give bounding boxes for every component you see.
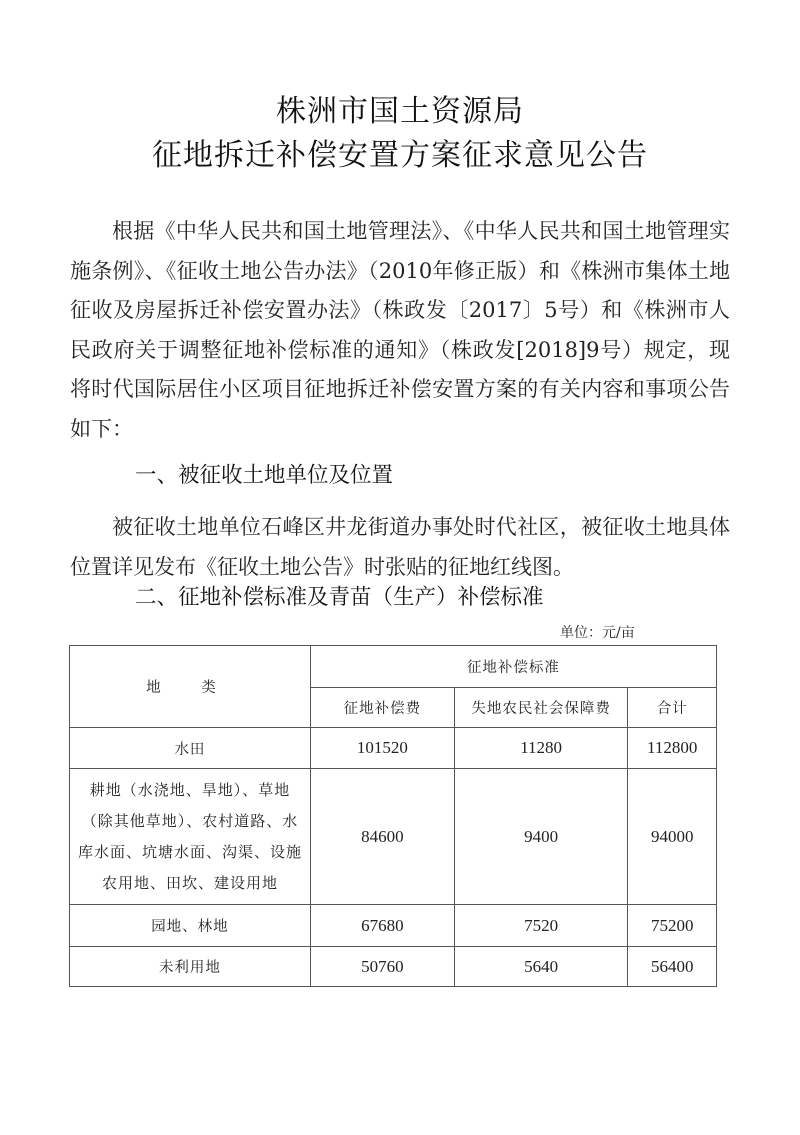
land-type-cell: 水田: [70, 728, 311, 769]
social-security-cell: 9400: [454, 769, 628, 905]
table-row: [70, 947, 717, 987]
compensation-table: [69, 645, 717, 987]
total-cell: 75200: [628, 905, 717, 947]
unit-label: 单位：元/亩: [560, 625, 635, 641]
document-title-line2: 征地拆迁补偿安置方案征求意见公告: [152, 138, 648, 173]
total-cell: 94000: [628, 769, 717, 905]
header-compensation: 征地补偿费: [310, 688, 454, 728]
total-cell: 56400: [628, 947, 717, 987]
document-title-line1: 株洲市国土资源局: [276, 94, 524, 129]
section1-heading: 一、被征收土地单位及位置: [135, 463, 394, 488]
table-row: [70, 769, 717, 905]
total-cell: 112800: [628, 728, 717, 769]
table-row: [70, 728, 717, 769]
land-type-cell: 园地、林地: [70, 905, 311, 947]
social-security-cell: 7520: [454, 905, 628, 947]
social-security-cell: 5640: [454, 947, 628, 987]
table-header-row: [70, 646, 717, 688]
land-type-cell: 未利用地: [70, 947, 311, 987]
header-land-type-text: 地 类: [146, 680, 234, 696]
compensation-cell: 50760: [310, 947, 454, 987]
header-land-type: [70, 646, 311, 728]
compensation-cell: 84600: [310, 769, 454, 905]
table-row: [70, 905, 717, 947]
compensation-cell: 101520: [310, 728, 454, 769]
header-group: 征地补偿标准: [310, 646, 716, 688]
header-social-security: 失地农民社会保障费: [454, 688, 628, 728]
section2-heading: 二、征地补偿标准及青苗（生产）补偿标准: [135, 585, 544, 610]
land-type-cell: 耕地（水浇地、旱地）、草地（除其他草地）、农村道路、水库水面、坑塘水面、沟渠、设施农用地、田坎、建设用地: [70, 769, 311, 905]
section1-paragraph: 被征收土地单位石峰区井龙街道办事处时代社区，被征收土地具体位置详见发布《征收土地公告》时张贴的征地红线图。: [70, 515, 730, 579]
intro-paragraph: 根据《中华人民共和国土地管理法》、《中华人民共和国土地管理实施条例》、《征收土地公告办法》（2010年修正版）和《株洲市集体土地征收及房屋拆迁补偿安置办法》（株政发〔2017〕5号）和《株洲市人民政府关于调整征地补偿标准的通知》（株政发[2018]9号）规定，现将时代国际居住小区项目征地拆迁补偿安置方案的有关内容和事项公告如下：: [70, 219, 730, 441]
header-total: 合计: [628, 688, 717, 728]
social-security-cell: 11280: [454, 728, 628, 769]
compensation-cell: 67680: [310, 905, 454, 947]
